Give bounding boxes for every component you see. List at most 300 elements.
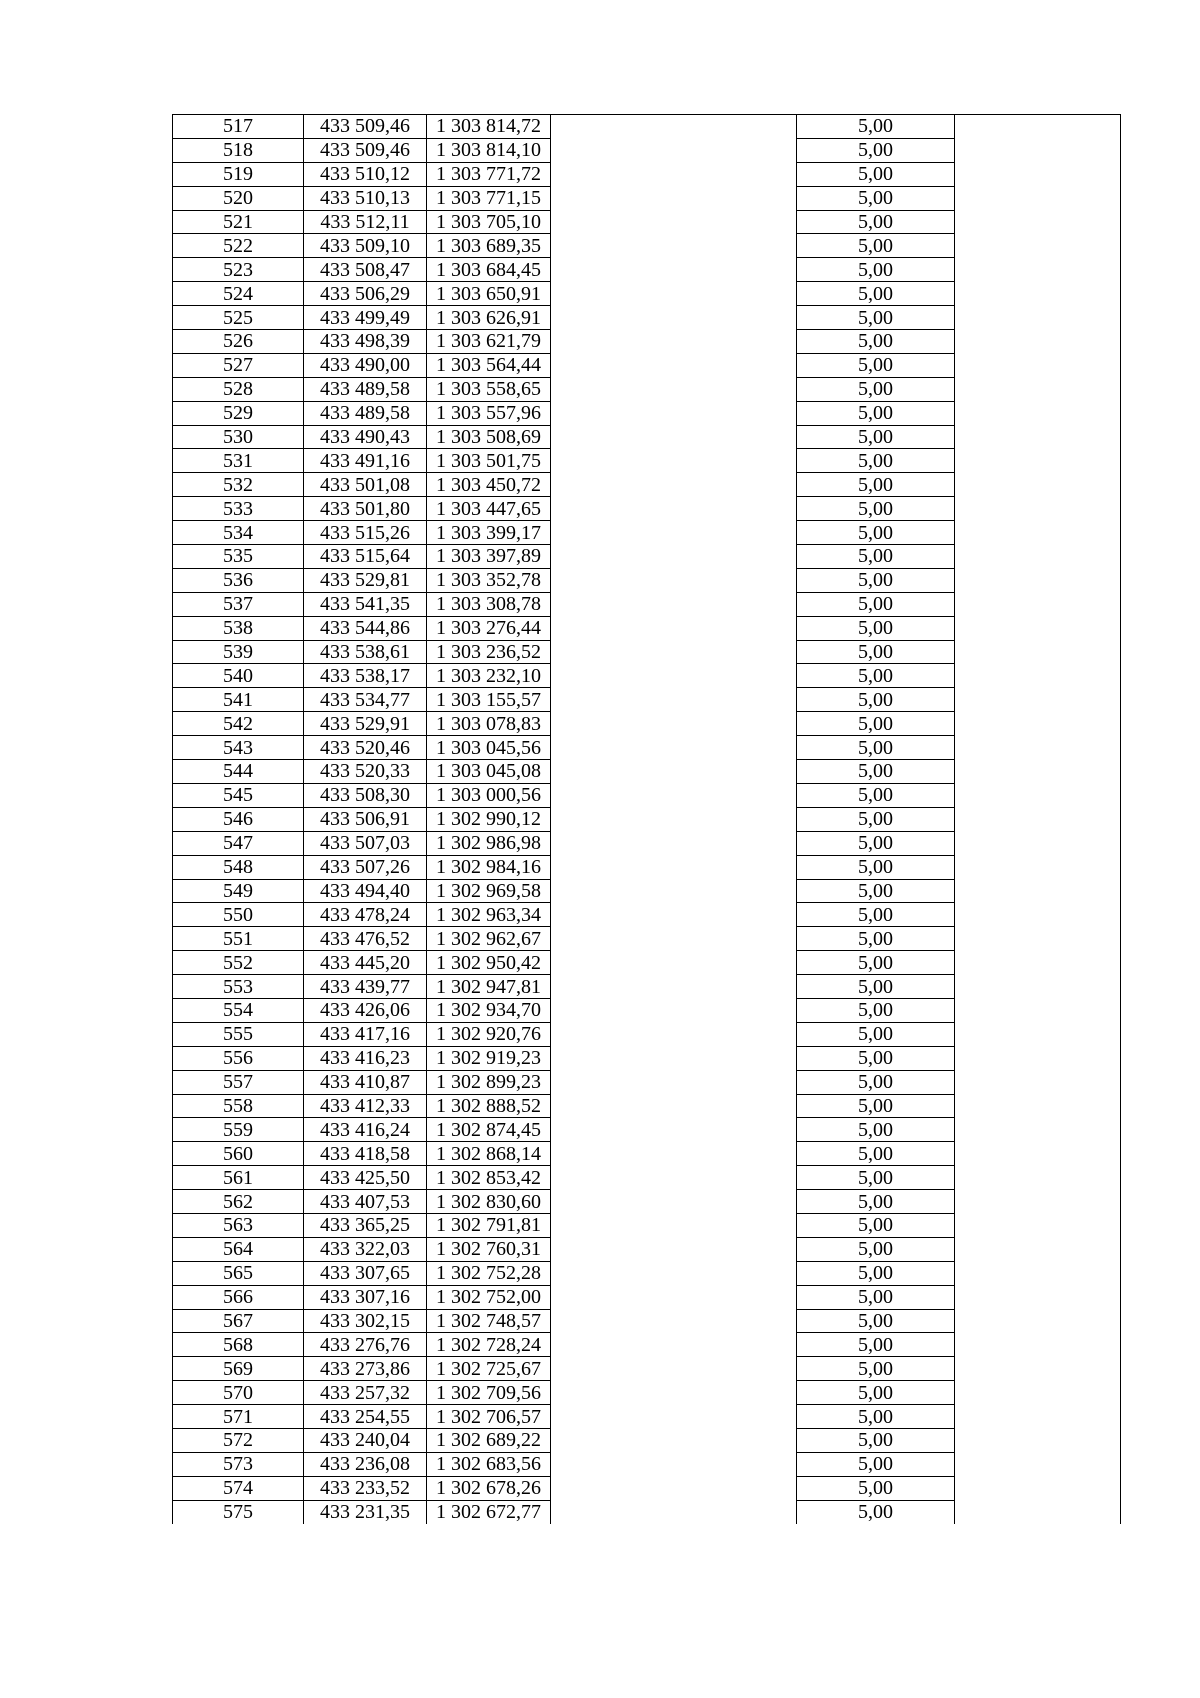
value-cell: 5,00: [797, 568, 955, 592]
y-coordinate-cell: 1 303 447,65: [427, 497, 551, 521]
empty-last-cell: [955, 1285, 1121, 1309]
table-row: [173, 449, 1121, 473]
empty-column-cell: [551, 210, 797, 234]
x-coordinate-cell: 433 507,26: [304, 855, 427, 879]
table-row: [173, 568, 1121, 592]
empty-last-cell: [955, 736, 1121, 760]
point-number-cell: 557: [173, 1070, 304, 1094]
x-coordinate-cell: 433 534,77: [304, 688, 427, 712]
y-coordinate-cell: 1 303 352,78: [427, 568, 551, 592]
empty-last-cell: [955, 1500, 1121, 1524]
point-number-cell: 555: [173, 1022, 304, 1046]
point-number-cell: 523: [173, 258, 304, 282]
y-coordinate-cell: 1 303 397,89: [427, 545, 551, 569]
table-row: [173, 879, 1121, 903]
point-number-cell: 533: [173, 497, 304, 521]
empty-last-cell: [955, 1166, 1121, 1190]
x-coordinate-cell: 433 439,77: [304, 975, 427, 999]
value-cell: 5,00: [797, 306, 955, 330]
empty-last-cell: [955, 377, 1121, 401]
empty-last-cell: [955, 186, 1121, 210]
value-cell: 5,00: [797, 927, 955, 951]
empty-column-cell: [551, 1022, 797, 1046]
y-coordinate-cell: 1 302 689,22: [427, 1428, 551, 1452]
x-coordinate-cell: 433 302,15: [304, 1309, 427, 1333]
value-cell: 5,00: [797, 760, 955, 784]
x-coordinate-cell: 433 506,29: [304, 282, 427, 306]
table-row: [173, 210, 1121, 234]
value-cell: 5,00: [797, 712, 955, 736]
empty-last-cell: [955, 616, 1121, 640]
point-number-cell: 545: [173, 783, 304, 807]
y-coordinate-cell: 1 303 771,72: [427, 162, 551, 186]
value-cell: 5,00: [797, 1428, 955, 1452]
empty-column-cell: [551, 186, 797, 210]
x-coordinate-cell: 433 416,23: [304, 1046, 427, 1070]
value-cell: 5,00: [797, 330, 955, 354]
y-coordinate-cell: 1 303 399,17: [427, 521, 551, 545]
x-coordinate-cell: 433 529,81: [304, 568, 427, 592]
point-number-cell: 538: [173, 616, 304, 640]
table-row: [173, 1476, 1121, 1500]
y-coordinate-cell: 1 303 558,65: [427, 377, 551, 401]
point-number-cell: 560: [173, 1142, 304, 1166]
empty-last-cell: [955, 1094, 1121, 1118]
empty-column-cell: [551, 807, 797, 831]
value-cell: 5,00: [797, 879, 955, 903]
empty-column-cell: [551, 401, 797, 425]
table-row: [173, 353, 1121, 377]
x-coordinate-cell: 433 509,10: [304, 234, 427, 258]
y-coordinate-cell: 1 303 771,15: [427, 186, 551, 210]
y-coordinate-cell: 1 302 752,28: [427, 1261, 551, 1285]
table-row: [173, 736, 1121, 760]
point-number-cell: 541: [173, 688, 304, 712]
table-row: [173, 1094, 1121, 1118]
empty-column-cell: [551, 115, 797, 139]
x-coordinate-cell: 433 231,35: [304, 1500, 427, 1524]
empty-column-cell: [551, 1381, 797, 1405]
empty-last-cell: [955, 1428, 1121, 1452]
point-number-cell: 522: [173, 234, 304, 258]
y-coordinate-cell: 1 302 963,34: [427, 903, 551, 927]
y-coordinate-cell: 1 302 728,24: [427, 1333, 551, 1357]
empty-last-cell: [955, 640, 1121, 664]
x-coordinate-cell: 433 494,40: [304, 879, 427, 903]
empty-last-cell: [955, 1452, 1121, 1476]
table-row: [173, 162, 1121, 186]
table-row: [173, 138, 1121, 162]
value-cell: 5,00: [797, 162, 955, 186]
empty-last-cell: [955, 903, 1121, 927]
value-cell: 5,00: [797, 449, 955, 473]
empty-last-cell: [955, 783, 1121, 807]
x-coordinate-cell: 433 544,86: [304, 616, 427, 640]
empty-last-cell: [955, 1476, 1121, 1500]
empty-last-cell: [955, 545, 1121, 569]
point-number-cell: 527: [173, 353, 304, 377]
point-number-cell: 563: [173, 1213, 304, 1237]
empty-last-cell: [955, 568, 1121, 592]
empty-column-cell: [551, 1142, 797, 1166]
y-coordinate-cell: 1 302 725,67: [427, 1357, 551, 1381]
value-cell: 5,00: [797, 1357, 955, 1381]
table-row: [173, 1142, 1121, 1166]
x-coordinate-cell: 433 509,46: [304, 115, 427, 139]
empty-last-cell: [955, 998, 1121, 1022]
point-number-cell: 554: [173, 998, 304, 1022]
x-coordinate-cell: 433 489,58: [304, 401, 427, 425]
empty-column-cell: [551, 162, 797, 186]
empty-last-cell: [955, 688, 1121, 712]
value-cell: 5,00: [797, 664, 955, 688]
point-number-cell: 535: [173, 545, 304, 569]
value-cell: 5,00: [797, 855, 955, 879]
empty-column-cell: [551, 1070, 797, 1094]
table-row: [173, 927, 1121, 951]
point-number-cell: 569: [173, 1357, 304, 1381]
table-row: [173, 903, 1121, 927]
y-coordinate-cell: 1 302 874,45: [427, 1118, 551, 1142]
empty-column-cell: [551, 879, 797, 903]
empty-column-cell: [551, 497, 797, 521]
table-row: [173, 616, 1121, 640]
y-coordinate-cell: 1 303 626,91: [427, 306, 551, 330]
x-coordinate-cell: 433 410,87: [304, 1070, 427, 1094]
empty-column-cell: [551, 1309, 797, 1333]
y-coordinate-cell: 1 303 689,35: [427, 234, 551, 258]
table-row: [173, 1261, 1121, 1285]
point-number-cell: 568: [173, 1333, 304, 1357]
empty-last-cell: [955, 879, 1121, 903]
x-coordinate-cell: 433 273,86: [304, 1357, 427, 1381]
value-cell: 5,00: [797, 377, 955, 401]
table-row: [173, 234, 1121, 258]
point-number-cell: 574: [173, 1476, 304, 1500]
point-number-cell: 565: [173, 1261, 304, 1285]
value-cell: 5,00: [797, 592, 955, 616]
empty-column-cell: [551, 927, 797, 951]
empty-last-cell: [955, 353, 1121, 377]
empty-column-cell: [551, 353, 797, 377]
value-cell: 5,00: [797, 951, 955, 975]
y-coordinate-cell: 1 302 934,70: [427, 998, 551, 1022]
value-cell: 5,00: [797, 1333, 955, 1357]
empty-last-cell: [955, 449, 1121, 473]
table-row: [173, 1428, 1121, 1452]
point-number-cell: 558: [173, 1094, 304, 1118]
value-cell: 5,00: [797, 282, 955, 306]
table-row: [173, 282, 1121, 306]
point-number-cell: 550: [173, 903, 304, 927]
value-cell: 5,00: [797, 258, 955, 282]
y-coordinate-cell: 1 303 000,56: [427, 783, 551, 807]
empty-column-cell: [551, 783, 797, 807]
empty-last-cell: [955, 1190, 1121, 1214]
table-row: [173, 998, 1121, 1022]
x-coordinate-cell: 433 529,91: [304, 712, 427, 736]
point-number-cell: 566: [173, 1285, 304, 1309]
value-cell: 5,00: [797, 1046, 955, 1070]
x-coordinate-cell: 433 512,11: [304, 210, 427, 234]
empty-column-cell: [551, 1285, 797, 1309]
point-number-cell: 530: [173, 425, 304, 449]
empty-column-cell: [551, 736, 797, 760]
value-cell: 5,00: [797, 115, 955, 139]
y-coordinate-cell: 1 302 791,81: [427, 1213, 551, 1237]
empty-last-cell: [955, 497, 1121, 521]
table-row: [173, 258, 1121, 282]
table-row: [173, 855, 1121, 879]
x-coordinate-cell: 433 490,00: [304, 353, 427, 377]
value-cell: 5,00: [797, 1166, 955, 1190]
value-cell: 5,00: [797, 783, 955, 807]
point-number-cell: 526: [173, 330, 304, 354]
empty-column-cell: [551, 998, 797, 1022]
value-cell: 5,00: [797, 1142, 955, 1166]
empty-column-cell: [551, 760, 797, 784]
value-cell: 5,00: [797, 1022, 955, 1046]
table-row: [173, 1381, 1121, 1405]
value-cell: 5,00: [797, 353, 955, 377]
y-coordinate-cell: 1 303 155,57: [427, 688, 551, 712]
empty-last-cell: [955, 712, 1121, 736]
x-coordinate-cell: 433 508,47: [304, 258, 427, 282]
table-row: [173, 1213, 1121, 1237]
x-coordinate-cell: 433 508,30: [304, 783, 427, 807]
value-cell: 5,00: [797, 831, 955, 855]
point-number-cell: 532: [173, 473, 304, 497]
y-coordinate-cell: 1 302 950,42: [427, 951, 551, 975]
empty-column-cell: [551, 306, 797, 330]
empty-column-cell: [551, 1046, 797, 1070]
y-coordinate-cell: 1 302 853,42: [427, 1166, 551, 1190]
x-coordinate-cell: 433 412,33: [304, 1094, 427, 1118]
x-coordinate-cell: 433 426,06: [304, 998, 427, 1022]
table-row: [173, 951, 1121, 975]
value-cell: 5,00: [797, 975, 955, 999]
value-cell: 5,00: [797, 616, 955, 640]
y-coordinate-cell: 1 302 984,16: [427, 855, 551, 879]
empty-column-cell: [551, 1357, 797, 1381]
value-cell: 5,00: [797, 186, 955, 210]
empty-column-cell: [551, 1452, 797, 1476]
empty-last-cell: [955, 138, 1121, 162]
point-number-cell: 547: [173, 831, 304, 855]
empty-column-cell: [551, 951, 797, 975]
x-coordinate-cell: 433 501,08: [304, 473, 427, 497]
empty-last-cell: [955, 1381, 1121, 1405]
point-number-cell: 525: [173, 306, 304, 330]
x-coordinate-cell: 433 538,17: [304, 664, 427, 688]
empty-column-cell: [551, 1213, 797, 1237]
point-number-cell: 553: [173, 975, 304, 999]
y-coordinate-cell: 1 303 621,79: [427, 330, 551, 354]
empty-column-cell: [551, 330, 797, 354]
empty-last-cell: [955, 592, 1121, 616]
point-number-cell: 561: [173, 1166, 304, 1190]
table-row: [173, 1166, 1121, 1190]
table-row: [173, 1285, 1121, 1309]
empty-column-cell: [551, 1166, 797, 1190]
table-row: [173, 186, 1121, 210]
empty-column-cell: [551, 449, 797, 473]
empty-last-cell: [955, 664, 1121, 688]
value-cell: 5,00: [797, 736, 955, 760]
value-cell: 5,00: [797, 425, 955, 449]
y-coordinate-cell: 1 302 986,98: [427, 831, 551, 855]
value-cell: 5,00: [797, 401, 955, 425]
x-coordinate-cell: 433 491,16: [304, 449, 427, 473]
table-row: [173, 521, 1121, 545]
value-cell: 5,00: [797, 1452, 955, 1476]
empty-last-cell: [955, 1213, 1121, 1237]
point-number-cell: 521: [173, 210, 304, 234]
empty-column-cell: [551, 1094, 797, 1118]
point-number-cell: 524: [173, 282, 304, 306]
empty-column-cell: [551, 1190, 797, 1214]
y-coordinate-cell: 1 302 899,23: [427, 1070, 551, 1094]
empty-column-cell: [551, 855, 797, 879]
table-row: [173, 712, 1121, 736]
x-coordinate-cell: 433 240,04: [304, 1428, 427, 1452]
y-coordinate-cell: 1 302 990,12: [427, 807, 551, 831]
point-number-cell: 529: [173, 401, 304, 425]
table-row: [173, 377, 1121, 401]
table-row: [173, 1190, 1121, 1214]
point-number-cell: 539: [173, 640, 304, 664]
y-coordinate-cell: 1 302 868,14: [427, 1142, 551, 1166]
point-number-cell: 536: [173, 568, 304, 592]
x-coordinate-cell: 433 507,03: [304, 831, 427, 855]
table-row: [173, 975, 1121, 999]
table-row: [173, 1070, 1121, 1094]
point-number-cell: 556: [173, 1046, 304, 1070]
empty-last-cell: [955, 115, 1121, 139]
table-row: [173, 783, 1121, 807]
value-cell: 5,00: [797, 210, 955, 234]
empty-last-cell: [955, 425, 1121, 449]
empty-column-cell: [551, 1500, 797, 1524]
empty-last-cell: [955, 1142, 1121, 1166]
empty-last-cell: [955, 473, 1121, 497]
table-row: [173, 1333, 1121, 1357]
empty-column-cell: [551, 1261, 797, 1285]
empty-last-cell: [955, 1046, 1121, 1070]
point-number-cell: 549: [173, 879, 304, 903]
point-number-cell: 519: [173, 162, 304, 186]
point-number-cell: 571: [173, 1405, 304, 1429]
x-coordinate-cell: 433 257,32: [304, 1381, 427, 1405]
y-coordinate-cell: 1 303 236,52: [427, 640, 551, 664]
point-number-cell: 567: [173, 1309, 304, 1333]
value-cell: 5,00: [797, 1405, 955, 1429]
value-cell: 5,00: [797, 1118, 955, 1142]
table-row: [173, 330, 1121, 354]
empty-column-cell: [551, 903, 797, 927]
x-coordinate-cell: 433 478,24: [304, 903, 427, 927]
y-coordinate-cell: 1 302 760,31: [427, 1237, 551, 1261]
y-coordinate-cell: 1 302 947,81: [427, 975, 551, 999]
x-coordinate-cell: 433 498,39: [304, 330, 427, 354]
x-coordinate-cell: 433 418,58: [304, 1142, 427, 1166]
empty-column-cell: [551, 282, 797, 306]
empty-last-cell: [955, 1357, 1121, 1381]
x-coordinate-cell: 433 407,53: [304, 1190, 427, 1214]
x-coordinate-cell: 433 541,35: [304, 592, 427, 616]
x-coordinate-cell: 433 538,61: [304, 640, 427, 664]
value-cell: 5,00: [797, 1213, 955, 1237]
table-row: [173, 1452, 1121, 1476]
y-coordinate-cell: 1 302 706,57: [427, 1405, 551, 1429]
coordinates-table-body: [173, 115, 1121, 1525]
point-number-cell: 562: [173, 1190, 304, 1214]
value-cell: 5,00: [797, 1309, 955, 1333]
x-coordinate-cell: 433 515,26: [304, 521, 427, 545]
empty-column-cell: [551, 640, 797, 664]
value-cell: 5,00: [797, 521, 955, 545]
x-coordinate-cell: 433 307,65: [304, 1261, 427, 1285]
point-number-cell: 537: [173, 592, 304, 616]
empty-column-cell: [551, 1405, 797, 1429]
x-coordinate-cell: 433 476,52: [304, 927, 427, 951]
y-coordinate-cell: 1 302 888,52: [427, 1094, 551, 1118]
table-row: [173, 1118, 1121, 1142]
x-coordinate-cell: 433 416,24: [304, 1118, 427, 1142]
x-coordinate-cell: 433 307,16: [304, 1285, 427, 1309]
point-number-cell: 540: [173, 664, 304, 688]
empty-column-cell: [551, 234, 797, 258]
x-coordinate-cell: 433 254,55: [304, 1405, 427, 1429]
point-number-cell: 573: [173, 1452, 304, 1476]
value-cell: 5,00: [797, 1285, 955, 1309]
empty-column-cell: [551, 975, 797, 999]
table-row: [173, 425, 1121, 449]
empty-last-cell: [955, 760, 1121, 784]
empty-column-cell: [551, 377, 797, 401]
y-coordinate-cell: 1 303 045,56: [427, 736, 551, 760]
x-coordinate-cell: 433 322,03: [304, 1237, 427, 1261]
x-coordinate-cell: 433 520,33: [304, 760, 427, 784]
y-coordinate-cell: 1 303 045,08: [427, 760, 551, 784]
point-number-cell: 552: [173, 951, 304, 975]
empty-last-cell: [955, 1405, 1121, 1429]
value-cell: 5,00: [797, 497, 955, 521]
table-row: [173, 306, 1121, 330]
point-number-cell: 548: [173, 855, 304, 879]
x-coordinate-cell: 433 236,08: [304, 1452, 427, 1476]
value-cell: 5,00: [797, 998, 955, 1022]
empty-last-cell: [955, 1309, 1121, 1333]
empty-last-cell: [955, 951, 1121, 975]
point-number-cell: 544: [173, 760, 304, 784]
empty-last-cell: [955, 927, 1121, 951]
empty-column-cell: [551, 831, 797, 855]
table-row: [173, 1237, 1121, 1261]
table-row: [173, 760, 1121, 784]
point-number-cell: 543: [173, 736, 304, 760]
y-coordinate-cell: 1 303 564,44: [427, 353, 551, 377]
x-coordinate-cell: 433 276,76: [304, 1333, 427, 1357]
empty-column-cell: [551, 521, 797, 545]
x-coordinate-cell: 433 520,46: [304, 736, 427, 760]
empty-last-cell: [955, 807, 1121, 831]
value-cell: 5,00: [797, 1261, 955, 1285]
empty-last-cell: [955, 855, 1121, 879]
y-coordinate-cell: 1 303 078,83: [427, 712, 551, 736]
table-row: [173, 545, 1121, 569]
empty-last-cell: [955, 1261, 1121, 1285]
